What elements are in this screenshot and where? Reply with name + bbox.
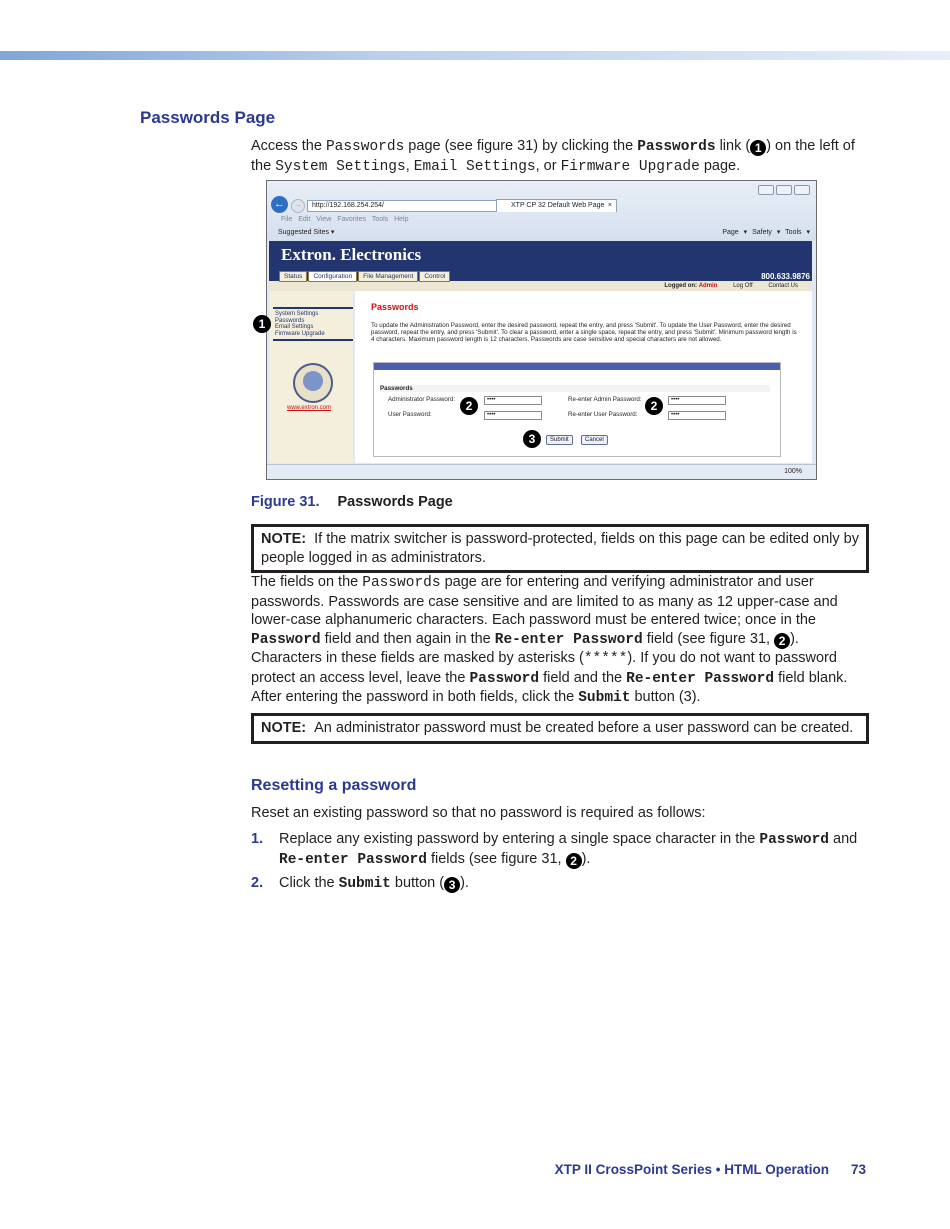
list-item [251,874,867,894]
submit-button: Submit [546,435,573,445]
tab-configuration: Configuration [308,271,357,282]
tab-close-icon: × [607,202,612,209]
tab-title: XTP CP 32 Default Web Page [511,202,605,209]
note-text: An administrator password must be created before a user password can be created. [314,720,854,736]
web-link: www.extron.com [287,405,332,411]
logged-on-label: Logged on: [664,283,698,289]
browser-tab [496,199,617,212]
extron-banner [269,241,812,281]
header-gradient-bar [0,51,950,60]
step-number: 2. [251,875,264,891]
login-bar [269,282,812,291]
browser-status-bar [267,464,816,479]
step-text: Replace any existing password by entering a single space character in the Password and Re-enter Password fields (see figure 31, 2 ). [279,831,858,868]
maximize-icon [776,185,792,195]
figure-number: Figure 31. [251,494,320,510]
log-off-link: Log Off [733,283,753,289]
body-paragraph: The fields on the Passwords page are for entering and verifying administrator and user passwords. Passwords are case sensitive and are limited to as many as 12 upper-case and lower-case alphanumeric characters. Each password must be entered twice; once in the Password field and then again in the Re-enter Password field (see figure 31, 2 ). Characters in these fields are masked by asterisks (*****). If you do not want to password protect an access level, leave the Password field and the Re-enter Password field blank. After entering the password in both fields, click the Submit button (3). [251,574,848,706]
admin-password-label: Administrator Password: [388,396,456,403]
note-box [251,713,869,744]
favorites-bar: Suggested Sites ▾ [278,229,335,236]
logged-on-user: Admin [698,283,718,289]
callout-3-icon: 3 [444,877,460,893]
page-number: 73 [850,1162,866,1177]
admin-password-field: •••• [484,396,542,405]
password-form [373,362,781,457]
side-link-passwords: Passwords [275,317,305,324]
zoom-level: 100% [784,468,802,475]
step-text: Click the Submit button ( 3 ). [279,875,469,892]
side-panel [269,291,353,463]
side-menu [273,307,353,341]
callout-3-icon: 3 [523,430,541,448]
intro-paragraph: Access the Passwords page (see figure 31) by clicking the Passwords link ( 1 ) on the left of the System Settings, Email Settings, or Firmware Upgrade page. [251,138,855,175]
step-number: 1. [251,831,264,847]
side-link-system-settings: System Settings [275,311,319,317]
tab-file-management: File Management [358,271,418,282]
footer-title: XTP II CrossPoint Series • HTML Operation [554,1162,829,1177]
note-box [251,524,869,573]
subsection-title: Resetting a password [251,777,417,794]
nav-tabs [279,271,451,282]
note-text: If the matrix switcher is password-protected, fields on this page can be edited only by people logged in as administrators. [261,531,859,566]
callout-2-icon: 2 [645,397,663,415]
callout-2-icon: 2 [566,853,582,869]
list-item [251,830,867,869]
callout-2-icon: 2 [460,397,478,415]
back-arrow-icon: ← [271,196,288,213]
admin-reenter-field: •••• [668,396,726,405]
side-link-email-settings: Email Settings [275,324,314,330]
user-reenter-label: Re-enter User Password: [568,411,638,418]
extron-emblem-icon [293,363,333,403]
form-header-bar [374,363,780,370]
panel-description: To update the Administration Password, enter the desired password, repeat the entry, and press 'Submit'. To update the User Password, enter the desired password, repeat the entry, and press 'Submit'. To clear a password, enter a single space, repeat the entry, and press 'Submit'. Minimum password length is 4 characters. Maximum password length is 12 characters. Passwords are case sensitive and special characters are not allowed. [371,322,797,343]
figure-caption [251,494,453,510]
tab-control: Control [419,271,450,282]
callout-1-icon: 1 [750,140,766,156]
contact-link: Contact Us [768,283,798,289]
page-footer [555,1162,866,1177]
window-buttons [756,185,810,197]
browser-chrome [267,181,816,241]
extron-logo: Extron. Electronics [281,245,422,264]
browser-toolbar: Page ▾ Safety ▾ Tools ▾ [722,229,810,236]
figure-title: Passwords Page [337,494,453,510]
side-link-firmware-upgrade: Firmware Upgrade [275,330,325,337]
note-label: NOTE: [261,720,307,736]
panel-title: Passwords [371,302,419,312]
user-reenter-field: •••• [668,411,726,420]
cancel-button: Cancel [581,435,608,445]
callout-1-icon: 1 [253,315,271,333]
admin-reenter-label: Re-enter Admin Password: [568,396,642,403]
section-title: Passwords Page [140,108,276,127]
user-password-label: User Password: [388,411,432,418]
tab-status: Status [279,271,307,282]
minimize-icon [758,185,774,195]
form-heading: Passwords [380,385,770,392]
note-label: NOTE: [261,531,307,547]
browser-menu: File Edit View Favorites Tools Help [281,216,409,223]
forward-arrow-icon: → [291,199,305,213]
close-icon [794,185,810,195]
phone-number: 800.633.9876 [761,272,810,281]
reset-intro: Reset an existing password so that no password is required as follows: [251,805,706,821]
user-password-field: •••• [484,411,542,420]
address-bar: http://192.168.254.254/ [307,200,501,212]
callout-2-icon: 2 [774,633,790,649]
passwords-panel [355,291,812,463]
figure-screenshot [258,180,817,480]
